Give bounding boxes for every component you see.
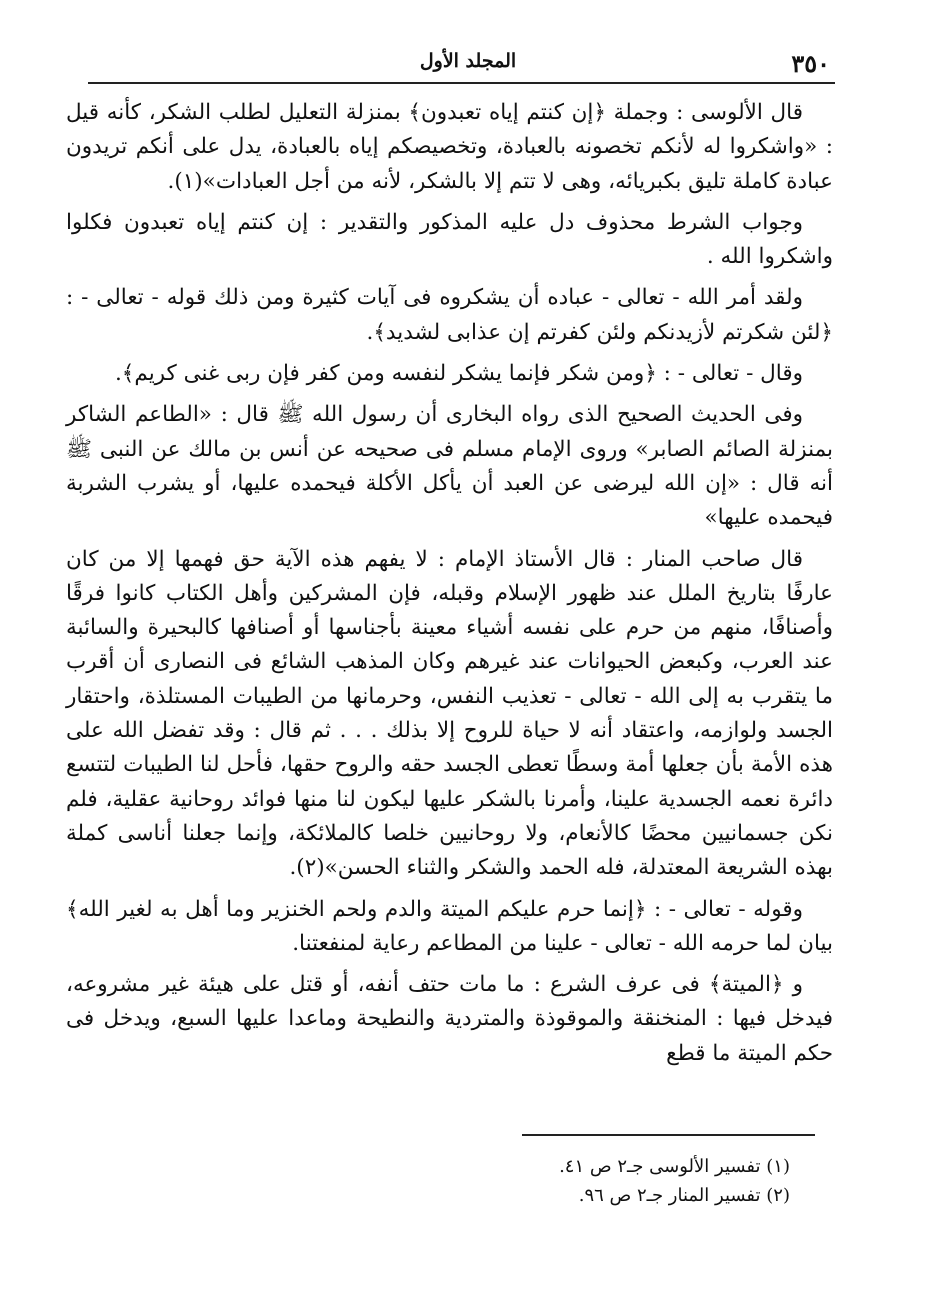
- paragraph-maitah-definition: و ﴿الميتة﴾ فى عرف الشرع : ما مات حتف أنفه، أو قتل على هيئة غير مشروعه، فيدخل فيها : المنخنقة والموقوذة والمتردية والنطيحة وماعدا عليها السبع، ويدخل فى حكم الميتة ما قطع: [66, 972, 833, 1066]
- main-text: [66, 96, 833, 1078]
- paragraph-gratitude-command: ولقد أمر الله - تعالى - عباده أن يشكروه فى آيات كثيرة ومن ذلك قوله - تعالى - : ﴿لئن شكرتم لأزيدنكم ولئن كفرتم إن عذابى لشديد﴾.: [66, 285, 833, 345]
- paragraph-prohibited-foods: وقوله - تعالى - : ﴿إنما حرم عليكم الميتة والدم ولحم الخنزير وما أهل به لغير الله﴾ بيان لما حرمه الله - تعالى - علينا من المطاعم رعاية لمنفعتنا.: [66, 896, 833, 956]
- paragraph-al-manar: قال صاحب المنار : قال الأستاذ الإمام : لا يفهم هذه الآية حق فهمها إلا من كان عارفًا بتاريخ الملل عند ظهور الإسلام وقبله، فإن المشركين وأهل الكتاب كانوا فرقًا وأصنافًا، منهم من حرم على نفسه أشياء معينة بأجناسها أو أصنافها كالبحيرة والسائبة عند العرب، وكبعض الحيوانات عند غيرهم وكان المذهب الشائع فى النصارى أن أقرب ما يتقرب به إلى الله - تعالى - تعذيب النفس، وحرمانها من الطيبات المستلذة، واحتقار الجسد ولوازمه، واعتقاد أنه لا حياة للروح إلا بذلك . . . ثم قال : وقد تفضل الله على هذه الأمة بأن جعلها أمة وسطًا تعطى الجسد حقه والروح حقها، فأحل لنا الطيبات لتتسع دائرة نعمه الجسدية علينا، وأمرنا بالشكر عليها ليكون لنا منها فوائد روحانية عقلية، فلم نكن جسمانيين محضًا كالأنعام، ولا روحانيين خلصا كالملائكة، وإنما جعلنا أناسى كملة بهذه الشريعة المعتدلة، فله الحمد والشكر والثناء الحسن»(٢).: [66, 546, 833, 881]
- footnote-2: (٢) تفسير المنار جـ٢ ص ٩٦.: [578, 1185, 790, 1206]
- paragraph-alusi-quote: قال الألوسى : وجملة ﴿إن كنتم إياه تعبدون﴾ بمنزلة التعليل لطلب الشكر، كأنه قيل : «واشكروا له لأنكم تخصونه بالعبادة، وتخصيصكم إياه بالعبادة، يدل على أنكم تريدون عبادة كاملة تليق بكبريائه، وهى لا تتم إلا بالشكر، لأنه من أجل العبادات»(١).: [66, 100, 833, 194]
- running-head: المجلد الأول: [419, 50, 517, 72]
- paragraph-verse-shukr: وقال - تعالى - : ﴿ومن شكر فإنما يشكر لنفسه ومن كفر فإن ربى غنى كريم﴾.: [114, 361, 803, 387]
- paragraph-condition-answer: وجواب الشرط محذوف دل عليه المذكور والتقدير : إن كنتم إياه تعبدون فكلوا واشكروا الله .: [66, 209, 833, 270]
- header-rule: [88, 82, 835, 84]
- footnote-1: (١) تفسير الألوسى جـ٢ ص ٤١.: [559, 1156, 790, 1177]
- paragraph-hadith: وفى الحديث الصحيح الذى رواه البخارى أن رسول الله ﷺ قال : «الطاعم الشاكر بمنزلة الصائم الصابر» وروى الإمام مسلم فى صحيحه عن أنس بن مالك عن النبى ﷺ أنه قال : «إن الله ليرضى عن العبد أن يأكل الأكلة فيحمده عليها، أو يشرب الشربة فيحمده عليها»: [66, 402, 833, 531]
- page-header: [88, 38, 830, 82]
- footnote-rule: [522, 1134, 815, 1136]
- footnotes: [440, 1152, 790, 1210]
- page-number: ٣٥٠: [791, 49, 830, 78]
